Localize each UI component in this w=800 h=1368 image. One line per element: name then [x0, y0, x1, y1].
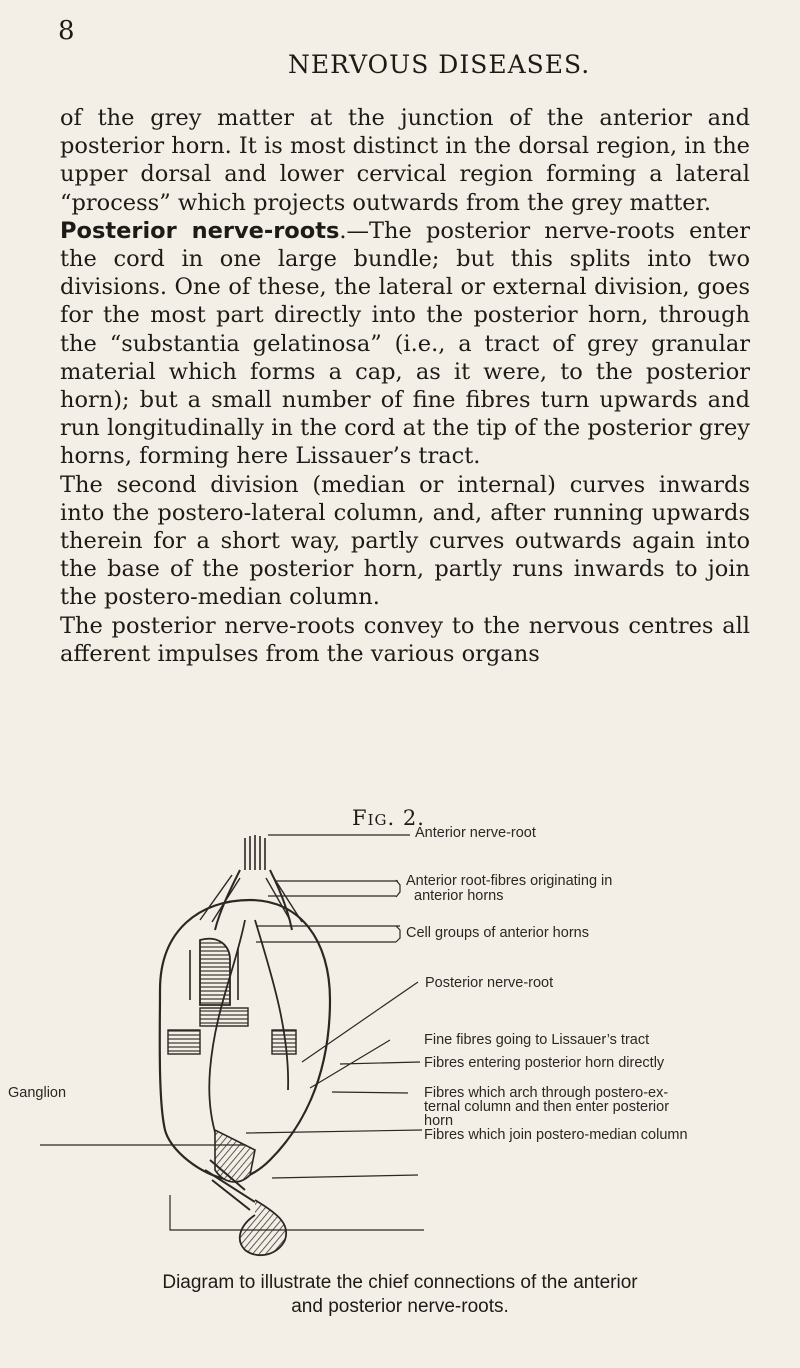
spinal-cord-section — [40, 835, 424, 1255]
label-fibres-join: Fibres which join postero-median column — [424, 1127, 688, 1143]
leader-lines — [170, 835, 424, 1230]
section-heading-posterior-nerve-roots: Posterior nerve-roots — [60, 217, 340, 244]
label-anterior-root-fibres-line2: anterior horns — [414, 888, 504, 904]
figure-label: Fig. 2. — [352, 806, 425, 830]
diagram-drawing — [40, 830, 760, 1270]
nerve-root-diagram — [8, 825, 760, 1270]
page-number: 8 — [58, 16, 75, 46]
cell-group — [200, 1008, 248, 1026]
caption-line-2: and posterior nerve-roots. — [291, 1296, 509, 1317]
paragraph-2-text: .—The posterior nerve-roots enter the cord in one large bundle; but this splits into two divisions. One of these, the lateral or external division, goes for the most part directly into the posterior horn, through the “substantia gelatinosa” (i.e., a tract of grey granular material which forms a cap, as it were, to the posterior horn); but a small number of fine fibres turn upwards and run longitudinally in the cord at the tip of the posterior grey horns, forming here Lissauer’s tract. — [60, 217, 750, 470]
paragraph-3: The second division (median or internal) curves inwards into the postero-lateral column, and, after running upwards therein for a short way, partly curves outwards again into the base of the posterior horn, partly runs inwards to join the postero-median column. — [60, 471, 750, 611]
paragraph-2 — [60, 217, 750, 471]
paragraph-4: The posterior nerve-roots convey to the nervous centres all afferent impulses from the various organs — [60, 612, 750, 667]
label-fibres-arch-line2: ternal column and then enter posterior — [424, 1099, 670, 1115]
label-fibres-entering: Fibres entering posterior horn directly — [424, 1055, 665, 1071]
label-fibres-arch-line1: Fibres which arch through postero-ex- — [424, 1085, 669, 1101]
body-text — [60, 104, 750, 668]
label-posterior-nerve-root: Posterior nerve-root — [425, 975, 554, 991]
label-fibres-arch-line3: horn — [424, 1113, 454, 1129]
paragraph-1: of the grey matter at the junction of the anterior and posterior horn. It is most distinct in the dorsal region, in the upper dorsal and lower cervical region forming a lateral “process” which projects outwards from the grey matter. — [60, 105, 750, 216]
figure-caption — [60, 1271, 740, 1319]
label-ganglion: Ganglion — [8, 1085, 67, 1101]
posterior-horn — [215, 1130, 255, 1182]
label-fine-fibres: Fine fibres going to Lissauer’s tract — [424, 1032, 650, 1048]
label-anterior-nerve-root: Anterior nerve-root — [415, 825, 536, 841]
anterior-root-bundle — [245, 835, 265, 870]
running-head: NERVOUS DISEASES. — [288, 50, 591, 79]
caption-line-1: Diagram to illustrate the chief connections of the anterior — [162, 1272, 638, 1293]
label-cell-groups: Cell groups of anterior horns — [406, 925, 589, 941]
label-anterior-root-fibres-line1: Anterior root-fibres originating in — [406, 873, 613, 889]
